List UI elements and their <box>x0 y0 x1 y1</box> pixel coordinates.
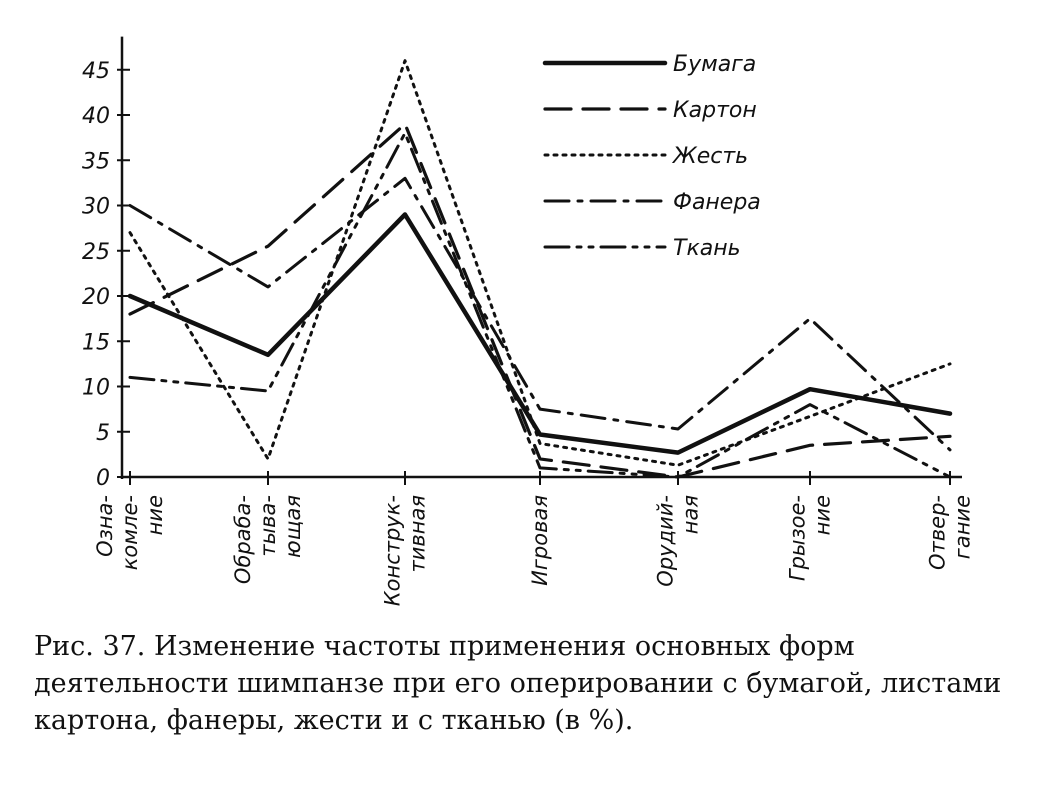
y-tick-label: 5 <box>96 420 110 446</box>
y-tick-label: 40 <box>82 104 110 129</box>
y-tick-label: 0 <box>96 466 110 491</box>
legend-label: Ткань <box>673 236 741 261</box>
legend <box>545 52 761 261</box>
legend-label: Жесть <box>673 144 749 169</box>
series-line-dashdotdot <box>130 133 950 477</box>
y-tick-label: 20 <box>82 285 110 310</box>
series-lines <box>130 61 950 477</box>
x-category-label: ние <box>810 495 835 536</box>
y-tick-label: 15 <box>82 330 110 356</box>
x-category-label: тивная <box>405 495 430 573</box>
x-category-label: Обраба- <box>231 495 255 585</box>
x-category-label: Озна- <box>93 495 117 557</box>
x-category-label: Конструк- <box>380 495 405 607</box>
x-category-label: Орудий- <box>653 495 678 587</box>
x-category-label: Грызое- <box>785 495 810 582</box>
y-tick-label: 45 <box>82 58 110 84</box>
series-line-dashdot <box>130 178 950 450</box>
series-line-dashed <box>130 124 950 477</box>
y-tick-label: 10 <box>82 375 110 401</box>
legend-label: Бумага <box>673 52 757 77</box>
legend-label: Фанера <box>673 190 761 215</box>
x-category-label: тыва- <box>256 495 280 557</box>
y-tick-label: 25 <box>82 239 110 265</box>
figure-caption: Рис. 37. Изменение частоты применения основных форм деятельности шимпанзе при его оперировании с бумагой, листами картона, фанеры, жести и с тканью (в %). <box>34 631 1002 736</box>
x-category-label: гание <box>950 495 975 560</box>
x-axis-categories <box>93 471 975 606</box>
x-category-label: ющая <box>281 495 305 558</box>
legend-label: Картон <box>673 98 757 123</box>
y-tick-label: 35 <box>82 149 110 175</box>
x-category-label: ние <box>143 495 167 536</box>
series-line-dotted <box>130 61 950 466</box>
x-category-label: Игровая <box>528 495 552 586</box>
x-category-label: комле- <box>118 495 142 571</box>
x-category-label: ная <box>678 495 703 535</box>
y-tick-label: 30 <box>82 194 110 220</box>
x-category-label: Отвер- <box>925 495 950 570</box>
